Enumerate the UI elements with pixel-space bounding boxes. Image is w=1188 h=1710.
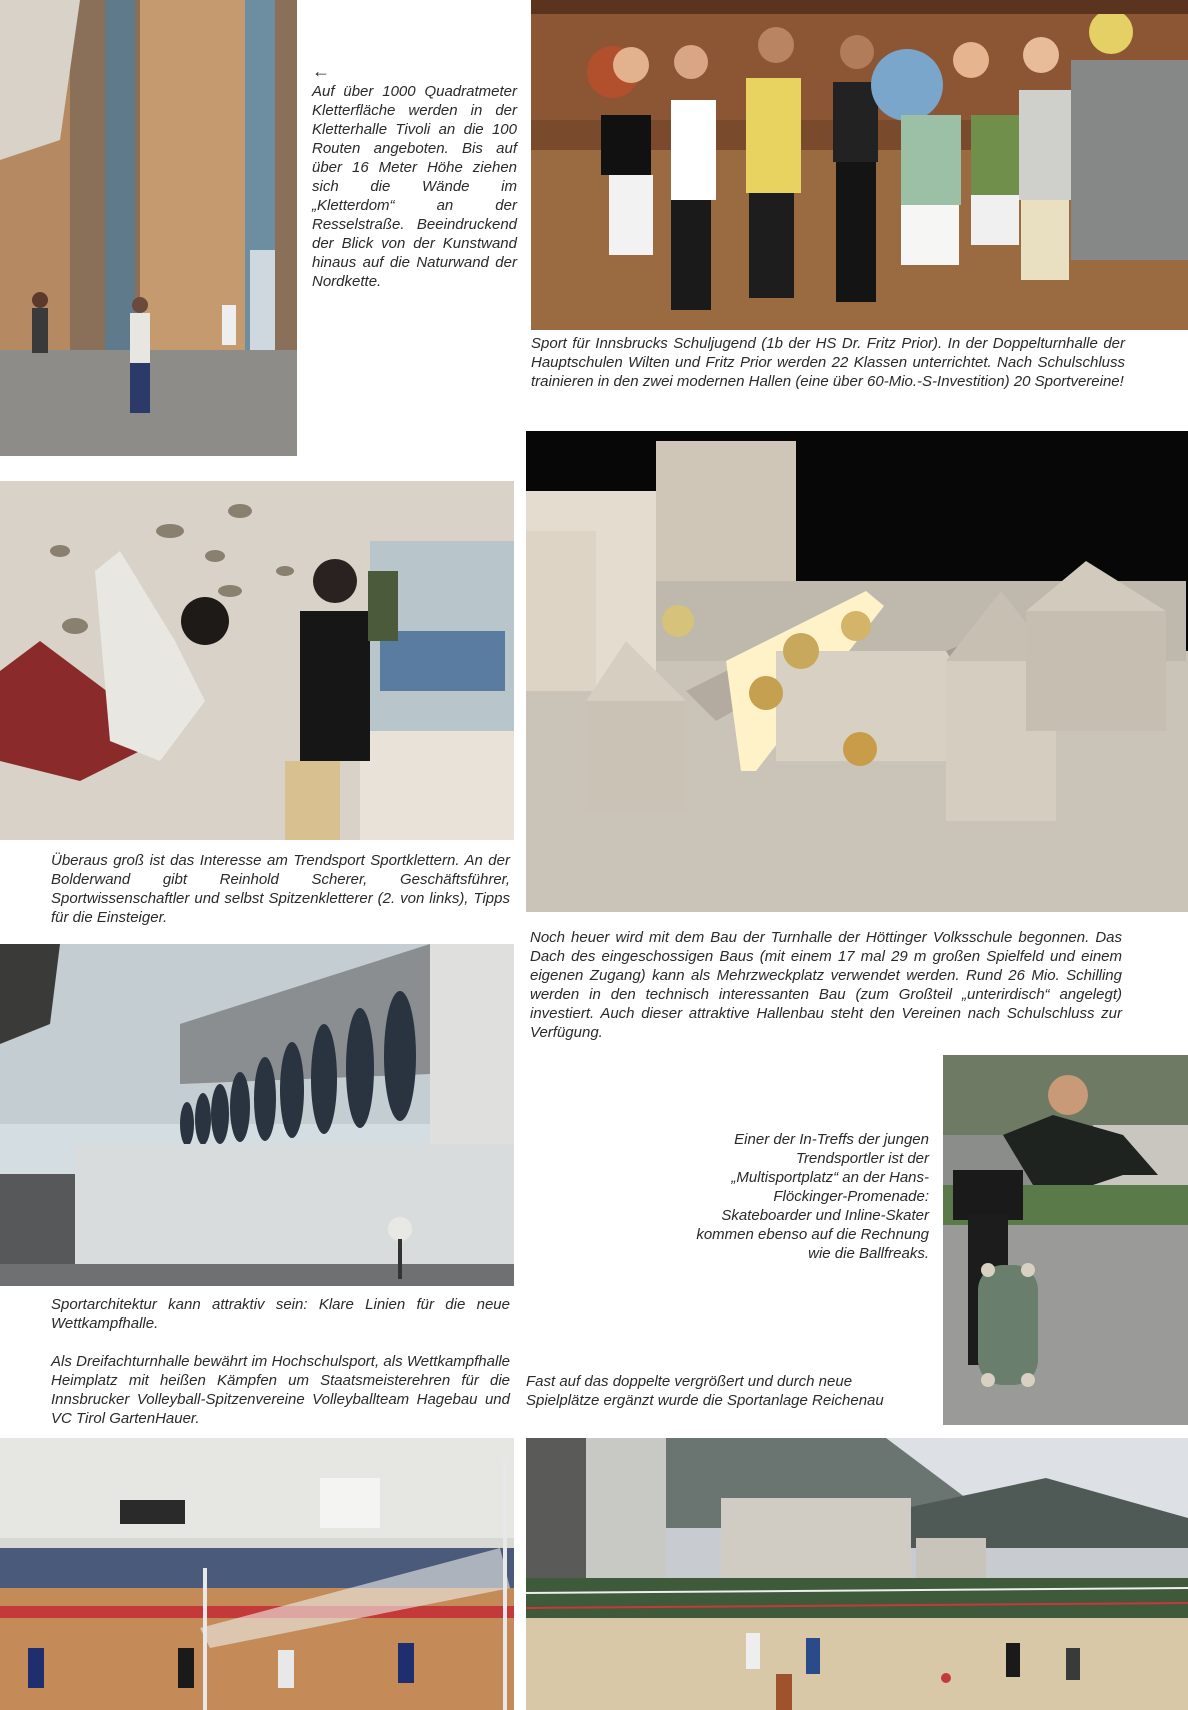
arrow-left-icon: ← (312, 61, 330, 81)
caption-triple-hall: Als Dreifachturnhalle bewährt im Hochschulsport, als Wettkampfhalle Heimplatz mit heißen Kämpfen um Staatsmeisterehren für die Innsbrucker Volleyball-Spitzenvereine Volleyballteam Hagebau und VC Tirol GartenHauer. (51, 1353, 510, 1427)
caption-climbing-hall: ← Auf über 1000 Quadratmeter Kletterfläche werden in der Kletterhalle Tivoli an die 100 Routen angeboten. Bis auf über 16 Meter Höhe ziehen sich die Wände im „Kletterdom“ an der Resselstraße. Beeindruckend der Blick von der Kunstwand hinaus auf die Naturwand der Nordkette. (312, 61, 517, 290)
caption-gym-model: Noch heuer wird mit dem Bau der Turnhalle der Höttinger Volksschule begonnen. Das Dach des eingeschossigen Baus (mit einem 17 mal 29 m großen Spielfeld und einem eigenen Zugang) kann als Mehrzweckplatz verwendet werden. Rund 26 Mio. Schilling werden in den technisch interessanten Bau (zum Großteil „unterirdisch“ angelegt) investiert. Auch dieser attraktive Hallenbau steht den Vereinen nach Schulschluss zur Verfügung. (530, 929, 1122, 1041)
photo-school-basketball (531, 0, 1188, 330)
photo-climbing-hall (0, 0, 297, 456)
caption-multisport: Einer der In-Treffs der jungen Trendsportler ist der „Multisportplatz“ an der Hans-Flöckinger-Promenade: Skateboarder und Inline-Skater kommen ebenso auf die Rechnung wie die Ballfreaks. (696, 1131, 929, 1262)
photo-competition-hall (0, 944, 514, 1286)
photo-gym-model (526, 431, 1188, 912)
caption-reichenau: Fast auf das doppelte vergrößert und durch neue Spielplätze ergänzt wurde die Sportanlage Reichenau (526, 1373, 884, 1409)
photo-skateboarder (943, 1055, 1188, 1425)
photo-beach-volleyball (526, 1438, 1188, 1710)
photo-volleyball-hall (0, 1438, 514, 1710)
caption-boulder-wall: Überaus groß ist das Interesse am Trendsport Sportklettern. An der Bolderwand gibt Reinhold Scherer, Geschäftsführer, Sportwissenschaftler und selbst Spitzenkletterer (2. von links), Tipps für die Einsteiger. (51, 852, 510, 926)
caption-architecture: Sportarchitektur kann attraktiv sein: Klare Linien für die neue Wettkampfhalle. (51, 1296, 510, 1332)
caption-school-sport: Sport für Innsbrucks Schuljugend (1b der HS Dr. Fritz Prior). In der Doppelturnhalle der Hauptschulen Wilten und Fritz Prior werden 22 Klassen unterrichtet. Nach Schulschluss trainieren in den zwei modernen Hallen (eine über 60-Mio.-S-Investition) 20 Sportvereine! (531, 335, 1125, 390)
photo-boulder-wall (0, 481, 514, 840)
